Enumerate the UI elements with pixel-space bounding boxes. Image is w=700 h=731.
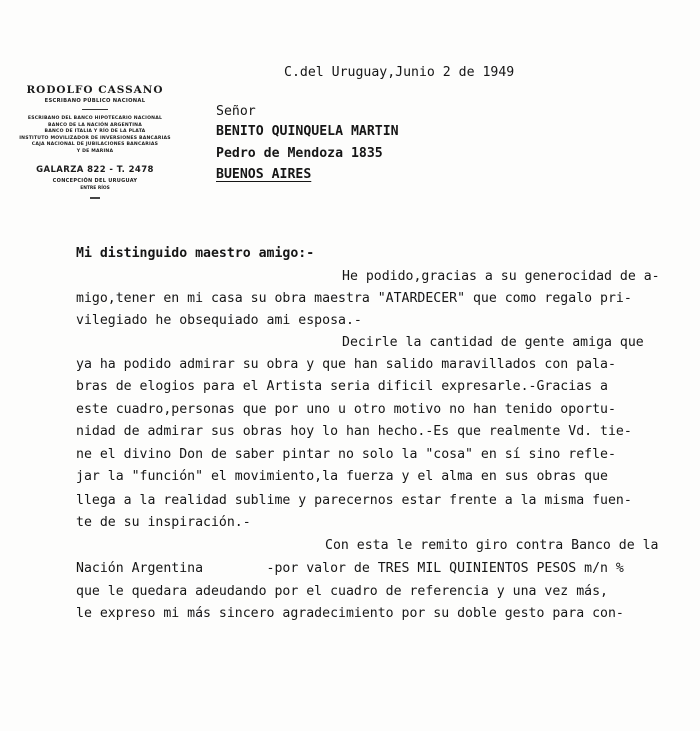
letterhead-affiliation: ESCRIBANO DEL BANCO HIPOTECARIO NACIONAL xyxy=(27,116,163,121)
body-line: Con esta le remito giro contra Banco de la xyxy=(325,538,659,553)
letterhead-affiliation: CAJA NACIONAL DE JUBILACIONES BANCARIAS xyxy=(31,142,159,148)
greeting: Mi distinguido maestro amigo:- xyxy=(76,246,315,261)
body-line: nidad de admirar sus obras hoy lo han hecho.-Es que realmente Vd. tie- xyxy=(76,424,632,439)
letterhead-name: RODOLFO CASSANO xyxy=(26,84,164,96)
letterhead-affiliation: BANCO DE ITALIA Y RÍO DE LA PLATA xyxy=(44,129,146,135)
body-line: vilegiado he obsequiado ami esposa.- xyxy=(76,313,362,328)
body-line: que le quedara adeudando por el cuadro de referencia y una vez más, xyxy=(76,584,608,599)
letterhead-divider xyxy=(82,109,108,110)
body-line: ya ha podido admirar su obra y que han salido maravillados con pala- xyxy=(76,357,616,372)
body-line: Decirle la cantidad de gente amiga que xyxy=(342,335,644,350)
letterhead-province: ENTRE RÍOS xyxy=(80,185,110,191)
addressee-title: Señor xyxy=(216,104,256,119)
letterhead-affiliation: INSTITUTO MOVILIZADOR DE INVERSIONES BANCARIAS xyxy=(19,135,171,141)
body-line: jar la "función" el movimiento,la fuerza y el alma en sus obras que xyxy=(76,469,608,484)
body-line: llega a la realidad sublime y parecernos estar frente a la misma fuen- xyxy=(76,493,632,508)
body-line: bras de elogios para el Artista seria dificil expresarle.-Gracias a xyxy=(76,379,608,394)
addressee-city: BUENOS AIRES xyxy=(216,167,312,182)
body-line: ne el divino Don de saber pintar no solo la "cosa" en sí sino refle- xyxy=(76,447,616,462)
dateline: C.del Uruguay,Junio 2 de 1949 xyxy=(284,65,515,80)
addressee-street: Pedro de Mendoza 1835 xyxy=(216,146,383,161)
addressee-name: BENITO QUINQUELA MARTIN xyxy=(216,124,399,139)
body-line: He podido,gracias a su generocidad de a- xyxy=(342,269,660,284)
letterhead-mark xyxy=(90,197,100,199)
body-line: le expreso mi más sincero agradecimiento por su doble gesto para con- xyxy=(76,606,624,621)
body-line: migo,tener en mi casa su obra maestra "ATARDECER" que como regalo pri- xyxy=(76,291,632,306)
letterhead xyxy=(0,84,190,199)
letterhead-affiliation: Y DE MARINA xyxy=(76,148,114,154)
letterhead-affiliation: BANCO DE LA NACIÓN ARGENTINA xyxy=(48,122,142,128)
letterhead-city: CONCEPCIÓN DEL URUGUAY xyxy=(52,177,138,184)
body-line: este cuadro,personas que por uno u otro motivo no han tenido oportu- xyxy=(76,402,616,417)
body-line: te de su inspiración.- xyxy=(76,515,251,530)
body-line: Nación Argentina -por valor de TRES MIL QUINIENTOS PESOS m/n % xyxy=(76,561,624,576)
letterhead-address: GALARZA 822 - T. 2478 xyxy=(36,164,154,175)
letterhead-title: ESCRIBANO PÚBLICO NACIONAL xyxy=(44,98,146,104)
